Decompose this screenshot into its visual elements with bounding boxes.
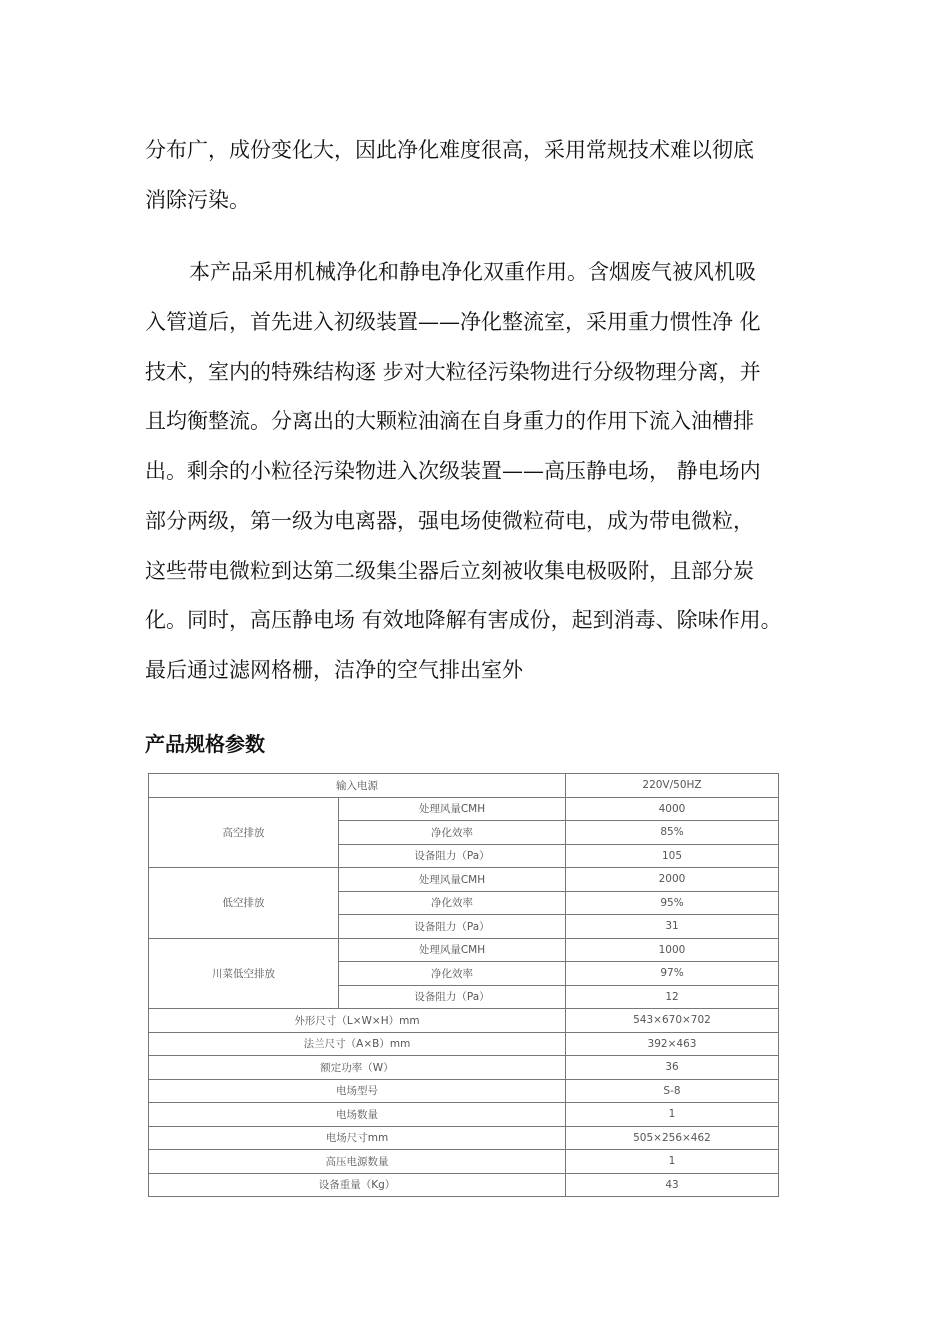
table-row — [149, 1056, 779, 1080]
spec-label: 净化效率 — [339, 821, 566, 845]
group-name: 高空排放 — [149, 797, 339, 868]
paragraph-2-line-1: 本产品采用机械净化和静电净化双重作用。含烟废气被风机吸 — [189, 260, 756, 284]
table-row — [149, 1009, 779, 1033]
spec-label: 设备重量（Kg） — [149, 1173, 566, 1197]
table-row — [149, 1126, 779, 1150]
spec-label: 法兰尺寸（A×B）mm — [149, 1032, 566, 1056]
spec-table — [148, 773, 779, 1197]
spec-value: 392×463 — [566, 1032, 779, 1056]
power-input-label: 输入电源 — [149, 774, 566, 798]
table-row — [149, 797, 779, 821]
spec-label: 处理风量CMH — [339, 797, 566, 821]
power-input-value: 220V/50HZ — [566, 774, 779, 798]
spec-value: 505×256×462 — [566, 1126, 779, 1150]
group-name: 川菜低空排放 — [149, 938, 339, 1009]
spec-value: 543×670×702 — [566, 1009, 779, 1033]
group-name: 低空排放 — [149, 868, 339, 939]
spec-label: 处理风量CMH — [339, 868, 566, 892]
spec-label: 电场尺寸mm — [149, 1126, 566, 1150]
spec-label: 处理风量CMH — [339, 938, 566, 962]
table-row — [149, 1079, 779, 1103]
spec-value: 97% — [566, 962, 779, 986]
spec-value: 36 — [566, 1056, 779, 1080]
spec-value: 2000 — [566, 868, 779, 892]
spec-value: 1000 — [566, 938, 779, 962]
table-row — [149, 938, 779, 962]
table-row — [149, 868, 779, 892]
spec-label: 额定功率（W） — [149, 1056, 566, 1080]
spec-value: 105 — [566, 844, 779, 868]
spec-label: 电场型号 — [149, 1079, 566, 1103]
spec-value: 43 — [566, 1173, 779, 1197]
spec-label: 设备阻力（Pa） — [339, 985, 566, 1009]
spec-value: 31 — [566, 915, 779, 939]
table-row — [149, 774, 779, 798]
paragraph-2-line-2: 入管道后，首先进入初级装置——净化整流室，采用重力惯性净 化 — [145, 310, 761, 334]
spec-label: 设备阻力（Pa） — [339, 844, 566, 868]
table-row — [149, 1103, 779, 1127]
paragraph-2-line-7: 这些带电微粒到达第二级集尘器后立刻被收集电极吸附，且部分炭 — [145, 559, 754, 583]
paragraph-2-line-5: 出。剩余的小粒径污染物进入次级装置——高压静电场， 静电场内 — [145, 459, 761, 483]
spec-value: 12 — [566, 985, 779, 1009]
spec-label: 外形尺寸（L×W×H）mm — [149, 1009, 566, 1033]
spec-label: 设备阻力（Pa） — [339, 915, 566, 939]
paragraph-2-line-8: 化。同时，高压静电场 有效地降解有害成份，起到消毒、除味作用。 — [145, 608, 782, 632]
paragraph-1-line-1: 分布广，成份变化大，因此净化难度很高，采用常规技术难以彻底 — [145, 138, 754, 162]
section-title: 产品规格参数 — [145, 732, 265, 756]
spec-value: 85% — [566, 821, 779, 845]
paragraph-2-line-3: 技术，室内的特殊结构逐 步对大粒径污染物进行分级物理分离，并 — [145, 360, 761, 384]
table-row — [149, 1032, 779, 1056]
paragraph-2-line-9: 最后通过滤网格栅，洁净的空气排出室外 — [145, 658, 523, 682]
table-row — [149, 1150, 779, 1174]
spec-value: 1 — [566, 1103, 779, 1127]
spec-value: 95% — [566, 891, 779, 915]
spec-label: 净化效率 — [339, 891, 566, 915]
spec-value: S-8 — [566, 1079, 779, 1103]
table-row — [149, 1173, 779, 1197]
spec-label: 电场数量 — [149, 1103, 566, 1127]
paragraph-2-line-6: 部分两级，第一级为电离器，强电场使微粒荷电，成为带电微粒， — [145, 509, 754, 533]
spec-value: 4000 — [566, 797, 779, 821]
spec-value: 1 — [566, 1150, 779, 1174]
spec-label: 净化效率 — [339, 962, 566, 986]
paragraph-1-line-2: 消除污染。 — [145, 188, 250, 212]
spec-label: 高压电源数量 — [149, 1150, 566, 1174]
paragraph-2-line-4: 且均衡整流。分离出的大颗粒油滴在自身重力的作用下流入油槽排 — [145, 409, 754, 433]
